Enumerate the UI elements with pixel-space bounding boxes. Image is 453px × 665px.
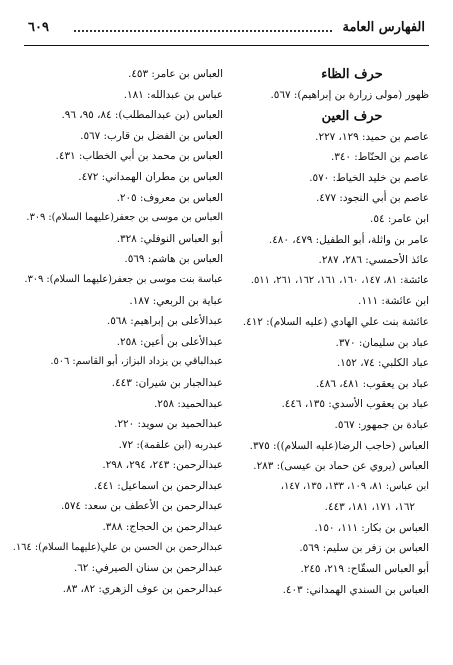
index-entry: العباس (حاجب الرضا(عليه السلام)): ٣٧٥. xyxy=(249,439,429,452)
section-heading: حرف العين xyxy=(321,108,383,124)
leader-dots xyxy=(74,30,332,32)
page-number: ٦٠٩ xyxy=(28,20,49,35)
index-entry: عبدالأعلى بن إبراهيم: ٥٦٨. xyxy=(106,315,223,328)
index-column-left xyxy=(12,64,223,599)
index-entry: العباس بن السندي الهمداني: ٤٠٣. xyxy=(282,583,429,596)
index-entry: العباس (يروي عن حماد بن عيسى): ٢٨٣. xyxy=(253,460,429,473)
running-title: الفهارس العامة xyxy=(342,20,425,35)
index-entry: ابن عامر: ٥٤. xyxy=(370,212,429,225)
index-entry: العباس بن بكار: ١١١، ١٥٠. xyxy=(314,521,429,534)
index-entry: العباس بن معروف: ٢٠٥. xyxy=(116,191,223,204)
index-entry: العباس بن عامر: ٤٥٣. xyxy=(128,68,223,80)
index-entry: العباس بن الفضل بن قارب: ٥٦٧. xyxy=(80,129,223,142)
index-entry: أبو العباس السقّاح: ٢١٩، ٢٤٥. xyxy=(300,563,429,576)
index-entry: عبدالرحمن بن الأعطف بن سعد: ٥٧٤. xyxy=(60,500,223,513)
index-entry: عباد الكلبي: ٧٤، ١٥٢. xyxy=(336,357,429,370)
index-entry: ١٦٢، ١٧١، ١٨١، ٤٤٣. xyxy=(324,501,415,514)
index-entry: العباس بن زفر بن سليم: ٥٦٩. xyxy=(299,542,429,555)
index-entry: عبدالجبار بن شيران: ٤٤٣. xyxy=(111,376,223,389)
index-entry: عباد بن يعقوب: ٤٨١، ٤٨٦. xyxy=(315,377,429,390)
index-entry: عباية بن الربعي: ١٨٧. xyxy=(129,294,223,307)
index-entry: عائشة بنت علي الهادي (عليه السلام): ٤١٢. xyxy=(242,315,429,328)
index-entry: العباس بن محمد بن أبي الخطاب: ٤٣١. xyxy=(55,150,223,163)
section-heading: حرف الظاء xyxy=(321,67,383,82)
index-entry: عبدالحميد بن سويد: ٢٢٠. xyxy=(114,418,223,431)
index-entry: أبو العباس النوفلي: ٣٢٨. xyxy=(116,232,223,245)
index-entry: عباد بن سليمان: ٣٧٠. xyxy=(335,336,429,349)
index-entry: العباس بن هاشم: ٥٦٩. xyxy=(124,253,223,266)
index-entry: ظهور (مولى زرارة بن إبراهيم): ٥٦٧. xyxy=(270,89,429,101)
index-entry: عاصم بن الحنّاط: ٣٤٠. xyxy=(330,151,429,164)
index-entry: عباس بن عبدالله: ١٨١. xyxy=(123,88,223,101)
index-entry: عبدالرحمن بن الحجاج: ٣٨٨. xyxy=(102,521,223,534)
index-entry: عائذ الأحمسي: ٢٨٦، ٢٨٧. xyxy=(318,254,429,267)
index-entry: عبدالرحمن بن الحسن بن علي(عليهما السلام): ١٦٤. xyxy=(12,541,223,553)
index-entry: ابن عباس: ٨١، ١٠٩، ١٣٣، ١٣٥، ١٤٧، xyxy=(280,480,429,492)
index-column-right xyxy=(229,64,429,600)
index-entry: عبدالحميد: ٢٥٨. xyxy=(153,397,223,410)
index-entry: العباس بن مطران الهمداني: ٤٧٢. xyxy=(78,170,223,183)
index-entry: عبدالرحمن بن عوف الزهري: ٨٢، ٨٣. xyxy=(62,582,223,595)
header-rule xyxy=(24,45,429,46)
page-header xyxy=(26,18,427,40)
index-entry: عامر بن واثلة، أبو الطفيل: ٤٧٩، ٤٨٠. xyxy=(268,233,429,246)
index-entry: عباد بن يعقوب الأسدي: ١٣٥، ٤٤٦. xyxy=(281,398,429,411)
index-entry: العباس بن موسى بن جعفر(عليهما السلام): ٣٠٩. xyxy=(26,212,223,224)
index-entry: عبدالأعلى بن أعين: ٢٥٨. xyxy=(116,335,223,348)
index-entry: عبدالرحمن: ٢٤٣، ٢٩٤، ٢٩٨. xyxy=(102,459,223,472)
index-entry: عاصم بن خليد الخياط: ٥٧٠. xyxy=(309,171,429,184)
index-entry: العباس (بن عبدالمطلب): ٨٤، ٩٥، ٩٦. xyxy=(61,109,223,122)
index-entry: عبدالرحمن بن اسماعيل: ٤٤١. xyxy=(93,479,223,492)
index-entry: عاصم بن أبي النجود: ٤٧٧. xyxy=(315,192,429,205)
index-entry: عبدربه (ابن علقمة): ٧٢. xyxy=(118,438,223,451)
index-entry: عاصم بن حميد: ١٢٩، ٢٢٧. xyxy=(315,130,429,143)
index-entry: عبدالباقي بن يزداد البزاز، أبو القاسم: ٥٠٦. xyxy=(50,356,223,368)
index-entry: عائشة: ٨١، ١٤٧، ١٦٠، ١٦١، ١٦٢، ٢٦١، ٥١١. xyxy=(250,274,429,286)
index-entry: ابن عائشة: ١١١. xyxy=(358,295,429,308)
index-entry: عباسة بنت موسى بن جعفر(عليهما السلام): ٣٠٩. xyxy=(24,273,223,285)
index-entry: عبدالرحمن بن سنان الصيرفي: ٦٢. xyxy=(73,562,223,575)
index-entry: عبادة بن جمهور: ٥٦٧. xyxy=(334,418,429,431)
